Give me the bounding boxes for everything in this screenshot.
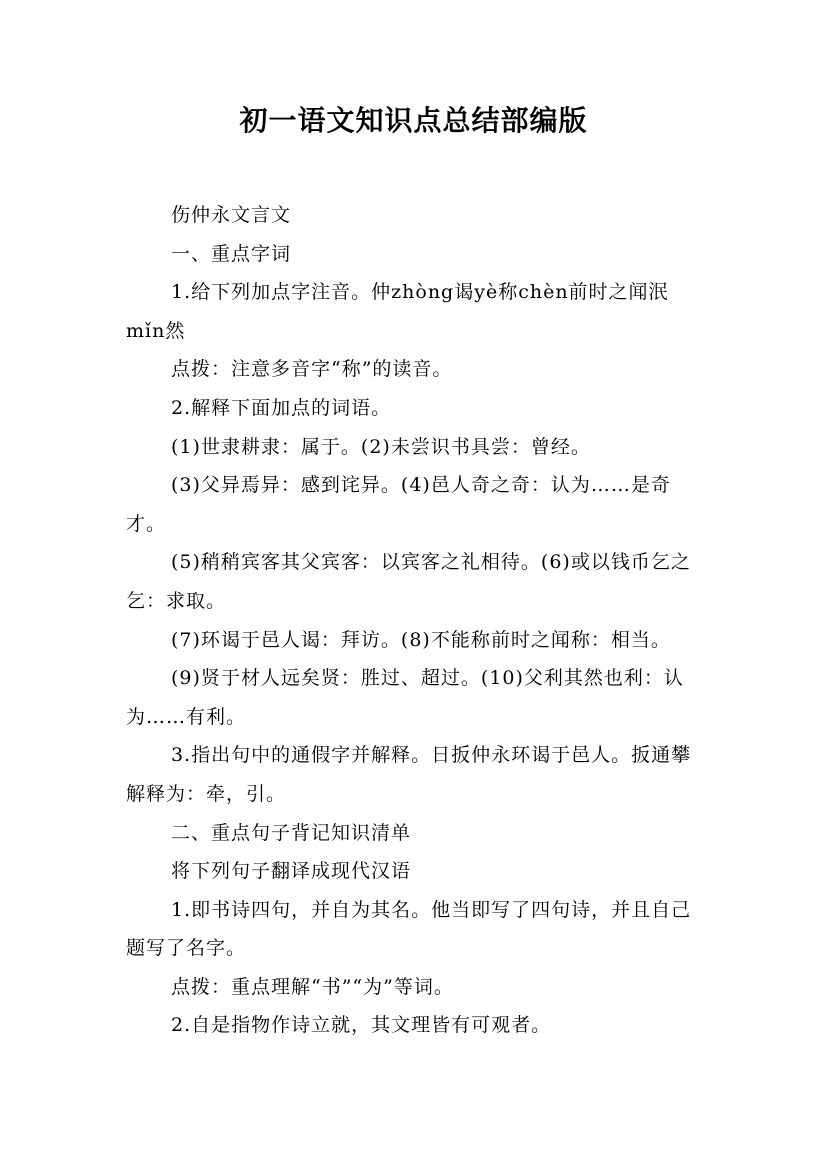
- paragraph: (1)世隶耕隶：属于。(2)未尝识书具尝：曾经。: [171, 435, 591, 458]
- paragraph: (9)贤于材人远矣贤：胜过、超过。(10)父利其然也利：认为……有利。: [126, 667, 684, 728]
- document-title: 初一语文知识点总结部编版: [239, 104, 588, 137]
- paragraph: 2.解释下面加点的词语。: [171, 396, 392, 419]
- paragraph-section-heading: 二、重点句子背记知识清单: [171, 821, 412, 844]
- paragraph-lesson-title: 伤仲永文言文: [171, 204, 292, 226]
- paragraph: (7)环谒于邑人谒：拜访。(8)不能称前时之闻称：相当。: [171, 628, 671, 651]
- paragraph: 1.给下列加点字注音。仲zhòng谒yè称chèn前时之闻泯mǐn然: [126, 281, 669, 342]
- paragraph: 1.即书诗四句，并自为其名。他当即写了四句诗，并且自己题写了名字。: [126, 898, 692, 960]
- paragraph: (5)稍稍宾客其父宾客：以宾客之礼相待。(6)或以钱币乞之乞：求取。: [126, 551, 691, 612]
- paragraph: 将下列句子翻译成现代汉语: [171, 860, 412, 883]
- paragraph-hint: 点拨：注意多音字“称”的读音。: [171, 358, 453, 381]
- paragraph-section-heading: 一、重点字词: [171, 242, 292, 265]
- document-body: [126, 196, 706, 1045]
- paragraph: (3)父异焉异：感到诧异。(4)邑人奇之奇：认为……是奇才。: [126, 474, 671, 535]
- paragraph-hint: 点拨：重点理解“书”“为”等词。: [171, 975, 454, 998]
- paragraph: 2.自是指物作诗立就，其文理皆有可观者。: [171, 1014, 552, 1037]
- paragraph: 3.指出句中的通假字并解释。日扳仲永环谒于邑人。扳通攀解释为：牵，引。: [126, 744, 692, 805]
